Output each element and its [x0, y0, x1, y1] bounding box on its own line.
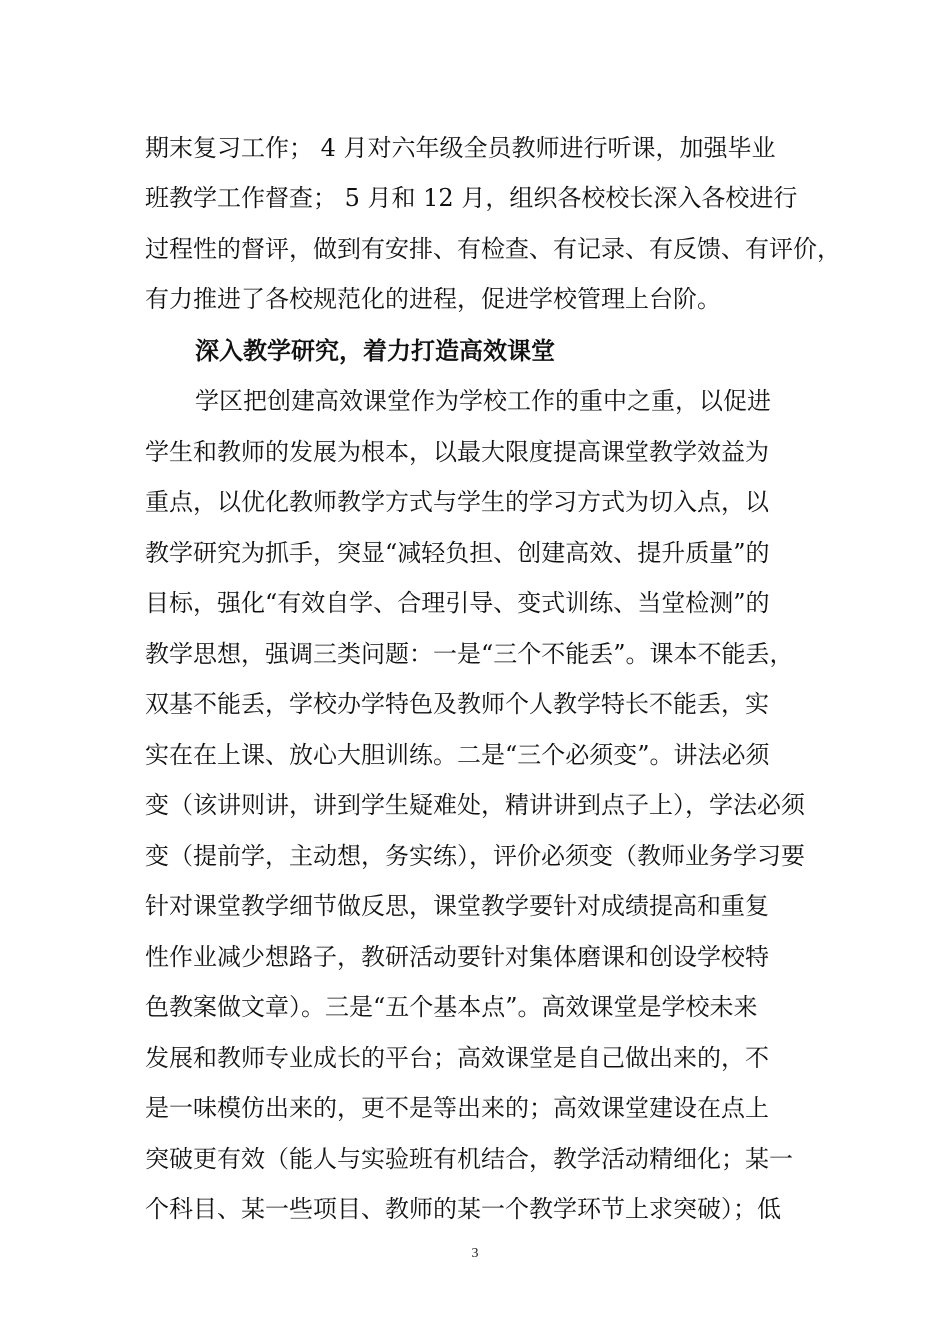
- text-line: 有力推进了各校规范化的进程，促进学校管理上台阶。: [145, 285, 721, 313]
- text-line: 性作业减少想路子，教研活动要针对集体磨课和创设学校特: [145, 943, 769, 971]
- text-line: 发展和教师专业成长的平台；高效课堂是自己做出来的，不: [145, 1044, 769, 1072]
- text-line: 针对课堂教学细节做反思，课堂教学要针对成绩提高和重复: [145, 892, 769, 920]
- text-line: 教学思想，强调三类问题：一是“三个不能丢”。课本不能丢，: [145, 640, 794, 668]
- text-line: 过程性的督评，做到有安排、有检查、有记录、有反馈、有评价，: [145, 235, 841, 263]
- text-line: 教学研究为抓手，突显“减轻负担、创建高效、提升质量”的: [145, 539, 770, 567]
- text-line: 学区把创建高效课堂作为学校工作的重中之重，以促进: [195, 387, 771, 415]
- text-line: 期末复习工作； 4 月对六年级全员教师进行听课，加强毕业: [145, 134, 776, 162]
- page-number: 3: [471, 1246, 479, 1261]
- text-line: 班教学工作督查； 5 月和 12 月，组织各校校长深入各校进行: [145, 184, 798, 212]
- text-line: 变（提前学，主动想，务实练），评价必须变（教师业务学习要: [145, 842, 805, 870]
- text-line: 学生和教师的发展为根本，以最大限度提高课堂教学效益为: [145, 438, 769, 466]
- text-line: 双基不能丢，学校办学特色及教师个人教学特长不能丢，实: [145, 690, 769, 718]
- section-heading: 深入教学研究，着力打造高效课堂: [195, 337, 555, 365]
- text-line: 色教案做文章）。三是“五个基本点”。高效课堂是学校未来: [145, 993, 758, 1021]
- text-line: 是一味模仿出来的，更不是等出来的；高效课堂建设在点上: [145, 1094, 769, 1122]
- text-line: 突破更有效（能人与实验班有机结合，教学活动精细化；某一: [145, 1145, 793, 1173]
- text-line: 个科目、某一些项目、教师的某一个教学环节上求突破）；低: [145, 1195, 781, 1223]
- text-line: 目标，强化“有效自学、合理引导、变式训练、当堂检测”的: [145, 589, 770, 617]
- text-line: 实在在上课、放心大胆训练。二是“三个必须变”。讲法必须: [145, 741, 770, 769]
- text-line: 变（该讲则讲，讲到学生疑难处，精讲讲到点子上），学法必须: [145, 791, 805, 819]
- text-line: 重点，以优化教师教学方式与学生的学习方式为切入点，以: [145, 488, 769, 516]
